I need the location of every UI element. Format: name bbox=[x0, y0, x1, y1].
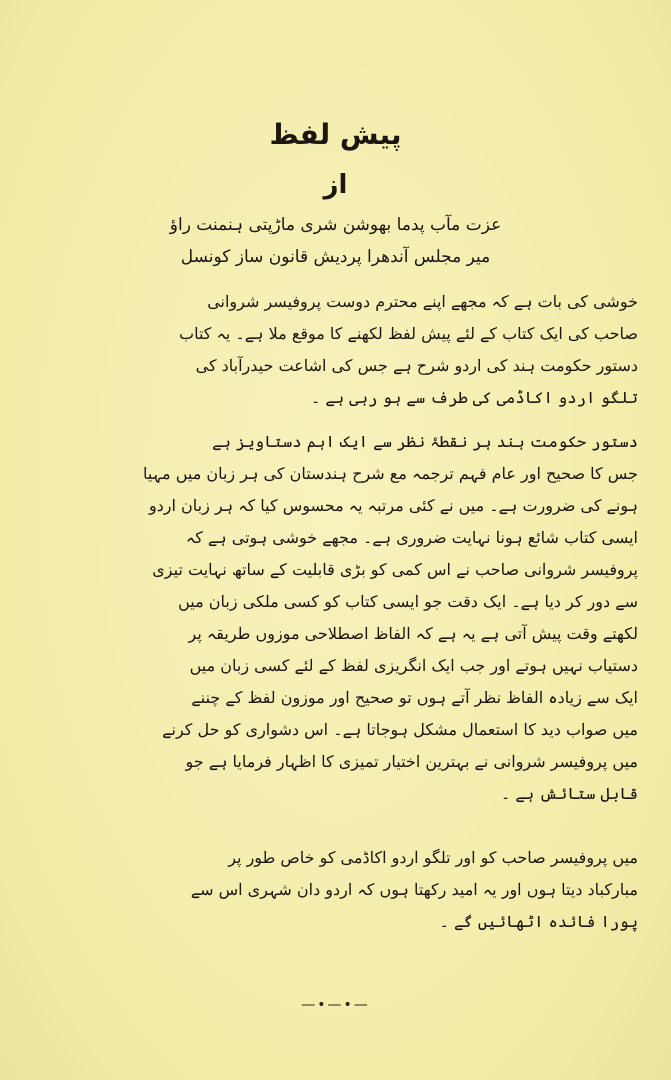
author-title-line: میر مجلس آندھرا پردیش قانون ساز کونسل bbox=[180, 247, 491, 267]
text-line: سے دور کر دیا ہے۔ ایک دقت جو ایسی کتاب کو کسی ملکی زبان میں bbox=[178, 592, 638, 611]
text-line: خوشی کی بات ہے کہ مجھے اپنے محترم دوست پروفیسر شروانی bbox=[207, 292, 638, 311]
text-line: صاحب کی ایک کتاب کے لئے پیش لفظ لکھنے کا موقع ملا ہے۔ یہ کتاب bbox=[179, 324, 638, 343]
text-line: ایک سے زیادہ الفاظ نظر آتے ہوں تو صحیح اور موزون لفظ کے چننے bbox=[191, 688, 638, 707]
text-line: میں پروفیسر شروانی نے بہترین اختیار تمیزی کا اظہار فرمایا ہے جو bbox=[185, 752, 638, 771]
text-line: دستور حکومت ہند ہر نقطۂ نظر سے ایک اہم دستاویز ہے bbox=[212, 432, 638, 451]
end-ornament: —•—•— bbox=[301, 997, 370, 1013]
text-line: ہونے کی ضرورت ہے۔ میں نے کئی مرتبہ یہ محسوس کیا کہ ہر زبان اردو bbox=[148, 496, 638, 515]
text-line: ایسی کتاب شائع ہونا نہایت ضروری ہے۔ مجھے خوشی ہوتی ہے کہ bbox=[185, 528, 638, 547]
page-title: پیش لفظ bbox=[269, 118, 402, 151]
text-line: پورا فائدہ اٹھائیں گے ۔ bbox=[439, 912, 638, 931]
paragraph-3 bbox=[60, 842, 638, 938]
text-line: مبارکباد دیتا ہوں اور یہ امید رکھتا ہوں کہ اردو دان شہری اس سے bbox=[190, 880, 638, 899]
text-line: تلگو اردو اکاڈمی کی طرف سے ہو رہی ہے ۔ bbox=[310, 388, 638, 407]
author-name-line: عزت مآب پدما بھوشن شری ماڑپتی ہنمنت راؤ bbox=[169, 215, 502, 235]
text-line: میں صواب دید کا استعمال مشکل ہوجاتا ہے۔ اس دشواری کو حل کرنے bbox=[162, 720, 638, 739]
author-preposition: از bbox=[323, 170, 348, 200]
text-line: دستور حکومت ہند کی اردو شرح ہے جس کی اشاعت حیدرآباد کی bbox=[195, 356, 638, 375]
text-line: قابل ستائش ہے ۔ bbox=[500, 784, 638, 803]
paragraph-2 bbox=[60, 426, 638, 810]
text-line: لکھتے وقت پیش آتی ہے یہ ہے کہ الفاظ اصطلاحی موزوں طریقہ پر bbox=[188, 624, 638, 643]
paragraph-1 bbox=[60, 286, 638, 414]
text-line: میں پروفیسر صاحب کو اور تلگو اردو اکاڈمی کو خاص طور پر bbox=[228, 848, 638, 867]
text-line: جس کا صحیح اور عام فہم ترجمہ مع شرح ہندستان کی ہر زبان میں مہیا bbox=[142, 464, 638, 483]
text-line: دستیاب نہیں ہوتے اور جب ایک انگریزی لفظ کے لئے کسی زبان میں bbox=[189, 656, 638, 675]
text-line: پروفیسر شروانی صاحب نے اس کمی کو بڑی قابلیت کے ساتھ نہایت تیزی bbox=[152, 560, 638, 579]
